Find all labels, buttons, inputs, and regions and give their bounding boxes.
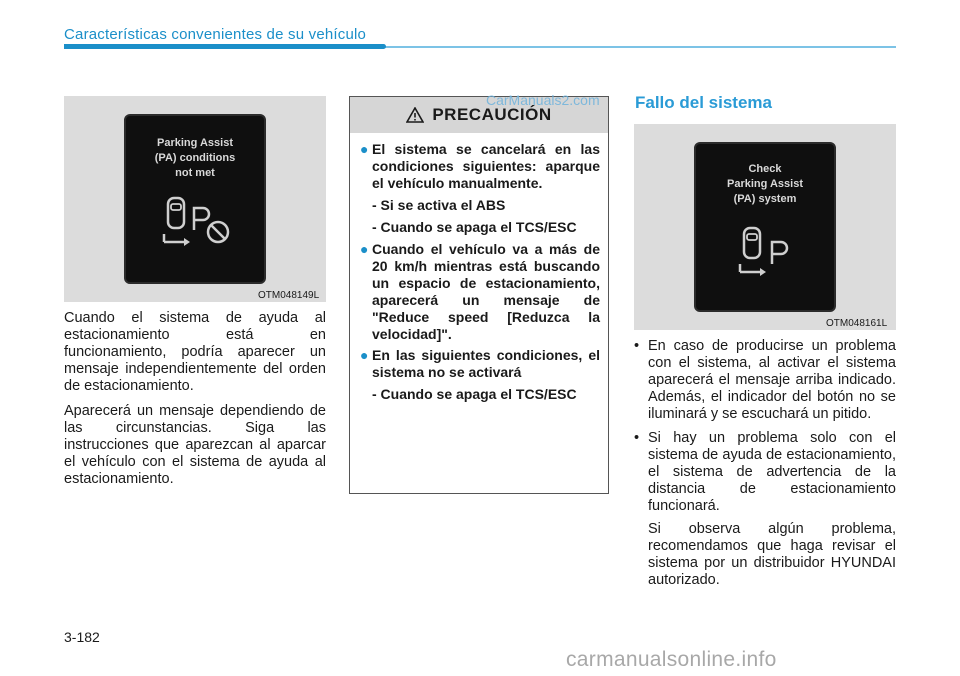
warning-triangle-icon — [406, 107, 424, 123]
screen-message: Parking Assist (PA) conditions not met — [154, 137, 236, 179]
caution-subitem-text: - Cuando se apaga el TCS/ESC — [372, 386, 577, 402]
cluster-screen — [124, 114, 266, 284]
caution-subitem-text: - Si se activa el ABS — [372, 197, 506, 213]
caution-subitem — [372, 386, 600, 403]
screen-message: Check Parking Assist (PA) system — [726, 163, 803, 205]
bullet-dot-icon: • — [634, 338, 640, 354]
section-header-title: Características convenientes de su vehículo — [64, 26, 367, 43]
list-item — [634, 338, 896, 423]
figure-pa-conditions — [64, 96, 326, 302]
parking-assist-icon — [736, 224, 806, 284]
figure-code-right: OTM048161L — [826, 318, 888, 329]
parking-assist-off-icon — [160, 194, 240, 254]
caution-subitem — [372, 197, 600, 214]
caution-item-text: Cuando el vehículo va a más de 20 km/h mientras está buscando un espacio de estacionamiento, aparecerá un mensaje de "Reduce speed [Reduzca la velocidad]". — [372, 241, 600, 342]
caution-item-text: El sistema se cancelará en las condiciones siguientes: aparque el vehículo manualmente. — [372, 141, 600, 191]
caution-body — [350, 133, 608, 403]
cluster-screen — [694, 142, 836, 312]
caution-item — [360, 347, 600, 381]
list-item-text: Si hay un problema solo con el sistema de ayuda de estacionamiento, el sistema de advertencia de la distancia de estacionamiento funcionará. — [648, 430, 896, 514]
figure-code-left: OTM048149L — [258, 290, 320, 301]
left-body-text — [64, 310, 326, 496]
figure-check-pa-system — [634, 124, 896, 330]
caution-item — [360, 241, 600, 343]
caution-title: PRECAUCIÓN — [432, 105, 552, 124]
bullet-dot-icon: • — [634, 430, 640, 446]
page-number: 3-182 — [64, 629, 100, 645]
bullet-dot-icon: ● — [360, 141, 369, 157]
left-paragraph-2: Aparecerá un mensaje dependiendo de las circunstancias. Siga las instrucciones que aparezcan al aparcar el vehículo con el sistema de ayuda al estacionamiento. — [64, 403, 326, 487]
caution-subitem — [372, 219, 600, 236]
caution-box — [349, 96, 609, 494]
footer-watermark: carmanualsonline.info — [566, 648, 777, 671]
section-title-system-failure: Fallo del sistema — [635, 93, 772, 112]
caution-subitem-text: - Cuando se apaga el TCS/ESC — [372, 219, 577, 235]
left-paragraph-1: Cuando el sistema de ayuda al estacionamiento está en funcionamiento, podría aparecer un mensaje independientemente del orden de estacionamiento. — [64, 310, 326, 394]
right-bullet-list — [634, 338, 896, 589]
list-item-continuation: Si observa algún problema, recomendamos que haga revisar el sistema por un distribuidor HYUNDAI autorizado. — [648, 521, 896, 588]
site-watermark: CarManuals2.com — [486, 92, 600, 108]
header-rule-accent — [64, 44, 386, 49]
caution-item — [360, 141, 600, 192]
bullet-dot-icon: ● — [360, 347, 369, 363]
caution-item-text: En las siguientes condiciones, el sistema no se activará — [372, 347, 600, 380]
list-item-text: En caso de producirse un problema con el sistema, al activar el sistema aparecerá el mensaje arriba indicado. Además, el indicador del botón no se iluminará y se escuchará un pitido. — [648, 338, 896, 422]
bullet-dot-icon: ● — [360, 241, 369, 257]
list-item — [634, 430, 896, 515]
